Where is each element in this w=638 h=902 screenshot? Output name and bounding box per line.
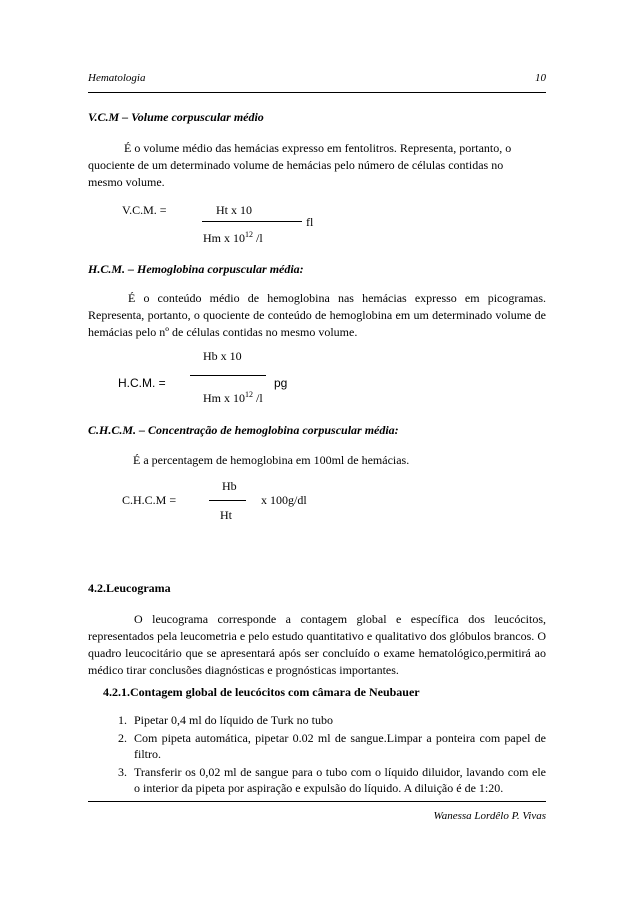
hcm-formula-unit: pg (274, 376, 288, 390)
chcm-fraction-bar (209, 500, 246, 501)
list-item: 2. Com pipeta automática, pipetar 0.02 ml de sangue.Limpar a ponteira com papel de filtro. (130, 730, 546, 763)
hcm-formula-numerator: Hb x 10 (203, 349, 242, 363)
footer-rule (88, 801, 546, 802)
vcm-formula-unit: fl (306, 215, 314, 229)
chcm-formula-lhs: C.H.C.M = (122, 493, 177, 507)
header-rule (88, 92, 546, 93)
vcm-formula-lhs: V.C.M. = (122, 203, 167, 217)
chcm-formula-numerator: Hb (222, 479, 237, 493)
chcm-heading: C.H.C.M. – Concentração de hemoglobina corpuscular média: (88, 423, 399, 437)
vcm-fraction-bar (202, 221, 302, 222)
hcm-formula-denominator: Hm x $10^{12}$ /l (203, 390, 263, 405)
leucograma-paragraph: O leucograma corresponde a contagem global e específica dos leucócitos, representados pela leucometria e pelo estudo quantitativo e qualitativo dos glóbulos brancos. O quadro leucocitário que se apresentará após ser concluído o exame hematológico,permitirá ao médico tirar conclusões diagnósticas e prognósticas importantes. (88, 612, 546, 677)
hcm-heading: H.C.M. – Hemoglobina corpuscular média: (88, 262, 304, 276)
chcm-formula-rhs: x 100g/dl (261, 493, 307, 507)
vcm-formula-denominator: Hm x $10^{12}$ /l (203, 230, 263, 245)
vcm-formula-numerator: Ht x 10 (216, 203, 252, 217)
list-item: 3. Transferir os 0,02 ml de sangue para o tubo com o líquido diluidor, lavando com ele o interior da pipeta por aspiração e expulsão do líquido. A diluição é de 1:20. (130, 764, 546, 797)
vcm-heading: V.C.M – Volume corpuscular médio (88, 110, 264, 124)
hcm-fraction-bar (190, 375, 266, 376)
neubauer-subheading: 4.2.1.Contagem global de leucócitos com câmara de Neubauer (103, 685, 420, 699)
hcm-paragraph: É o conteúdo médio de hemoglobina nas hemácias expresso em picogramas. Representa, portanto, o quociente de conteúdo de hemoglobina em um determinado volume de hemácias pelo nº de células contidas no mesmo volume. (88, 291, 546, 339)
page-header-title: Hematologia (88, 72, 146, 84)
leucograma-heading: 4.2.Leucograma (88, 581, 171, 595)
procedure-steps-list (106, 712, 546, 798)
page-number: 10 (535, 72, 546, 84)
hcm-formula-lhs: H.C.M. = (118, 376, 166, 390)
chcm-formula-denominator: Ht (220, 508, 232, 522)
chcm-paragraph: É a percentagem de hemoglobina em 100ml de hemácias. (133, 453, 410, 467)
vcm-exponent: 12 (245, 230, 253, 239)
hcm-exponent: 12 (245, 390, 253, 399)
footer-author: Wanessa Lordêlo P. Vivas (433, 810, 546, 822)
vcm-paragraph: É o volume médio das hemácias expresso em fentolitros. Representa, portanto, o quociente de um determinado volume de hemácias pelo número de células contidas no mesmo volume. (88, 141, 512, 189)
list-item: 1. Pipetar 0,4 ml do líquido de Turk no tubo (130, 712, 546, 729)
